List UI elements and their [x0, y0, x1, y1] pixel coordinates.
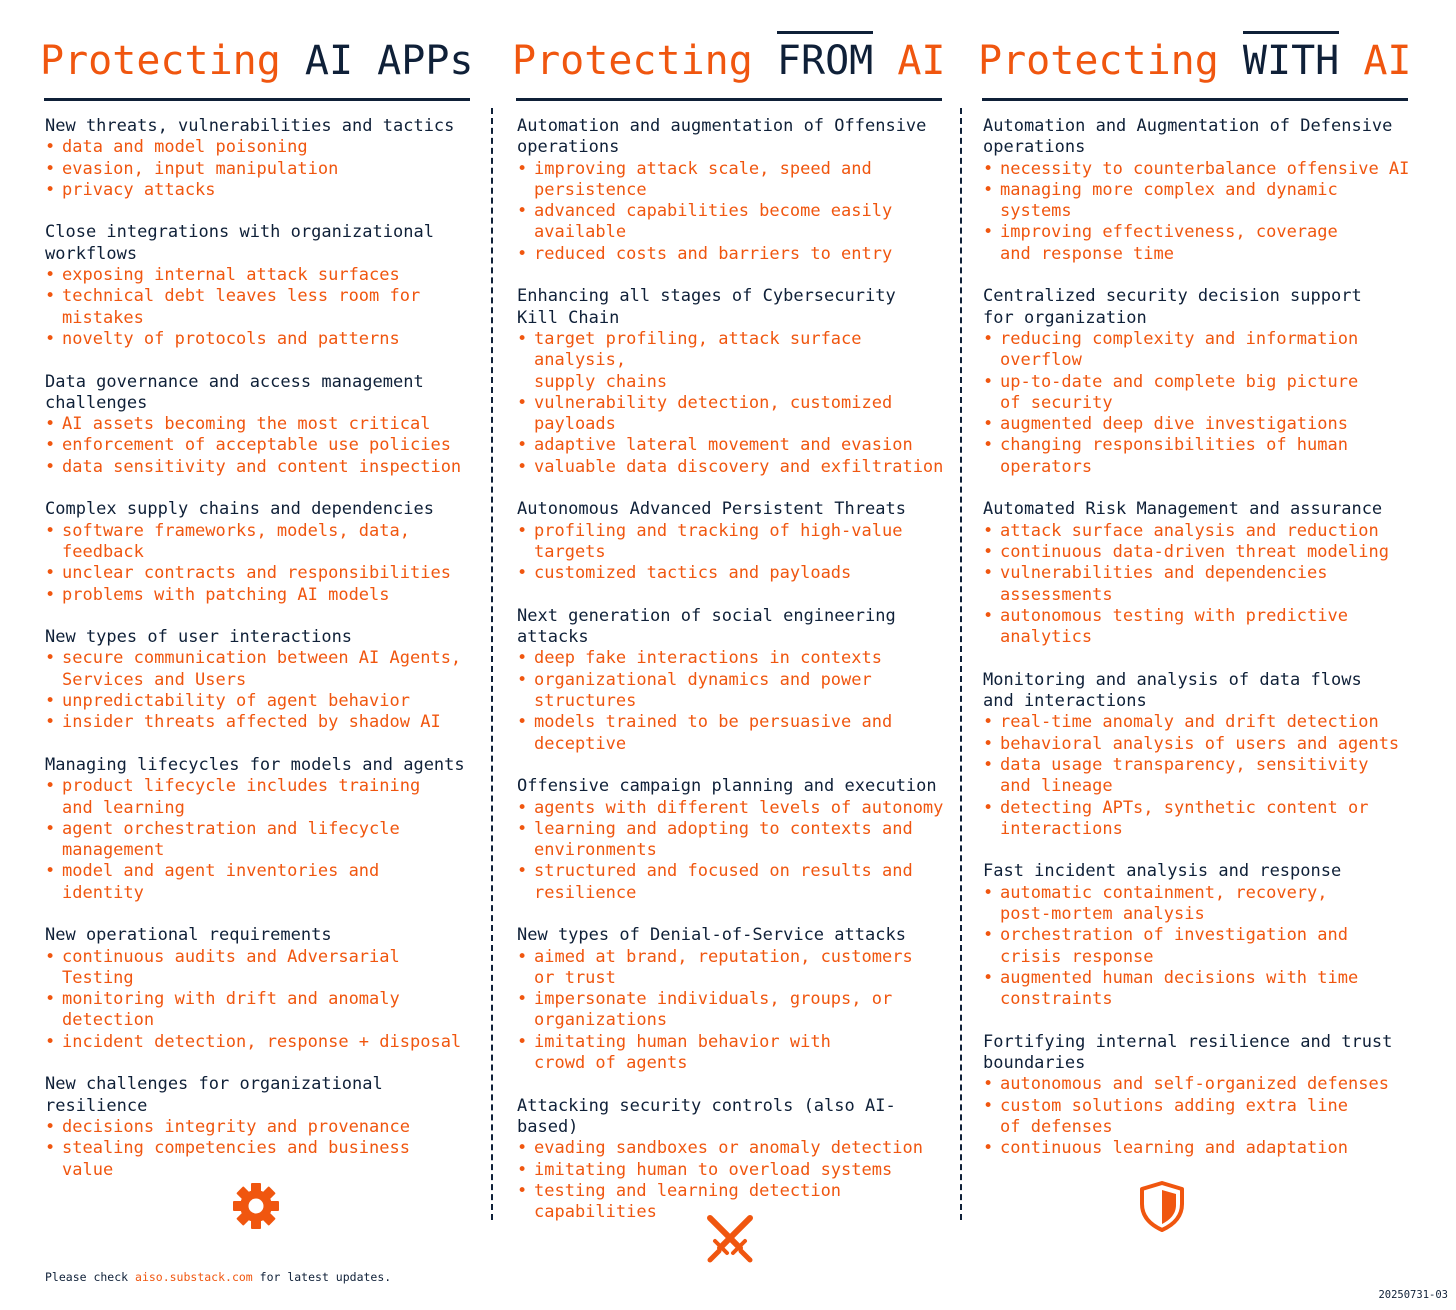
section-heading: Automated Risk Management and assurance: [983, 499, 1383, 520]
bullet-item: • secure communication between AI Agents, Services and Users: [45, 648, 470, 691]
section-heading: Autonomous Advanced Persistent Threats: [517, 499, 906, 520]
crossed-swords-icon: [702, 1214, 758, 1268]
bullet-item: • unclear contracts and responsibilities: [45, 563, 470, 584]
section-list: [517, 116, 944, 1245]
bullet-item: • AI assets becoming the most critical: [45, 414, 470, 435]
section: [45, 755, 470, 904]
footer-note: [45, 1270, 391, 1284]
column-title: [978, 36, 1412, 86]
bullet-item: • autonomous and self-organized defenses: [983, 1074, 1410, 1095]
column-title: [40, 36, 474, 86]
gear-icon: [232, 1182, 280, 1234]
bullet-item: • imitating human behavior with crowd of agents: [517, 1032, 944, 1075]
bullet-item: • technical debt leaves less room for mistakes: [45, 286, 470, 329]
bullet-item: • monitoring with drift and anomaly detection: [45, 989, 470, 1032]
bullet-item: • augmented human decisions with time constraints: [983, 968, 1410, 1011]
bullet-list: [517, 947, 944, 1075]
section: [983, 116, 1410, 265]
title-protecting: Protecting: [512, 38, 753, 84]
section-heading: Enhancing all stages of Cybersecurity Kill Chain: [517, 286, 896, 328]
section-heading: Centralized security decision support for organization: [983, 286, 1362, 328]
bullet-item: • custom solutions adding extra line of defenses: [983, 1096, 1410, 1139]
section: [983, 286, 1410, 478]
bullet-item: • continuous data-driven threat modeling: [983, 542, 1410, 563]
bullet-item: • exposing internal attack surfaces: [45, 265, 470, 286]
bullet-item: • detecting APTs, synthetic content or interactions: [983, 798, 1410, 841]
bullet-item: • profiling and tracking of high-value targets: [517, 521, 944, 564]
section: [517, 499, 944, 584]
bullet-item: • imitating human to overload systems: [517, 1160, 944, 1181]
bullet-item: • stealing competencies and business value: [45, 1138, 470, 1181]
section: [517, 286, 944, 478]
bullet-list: [45, 1117, 470, 1181]
bullet-item: • deep fake interactions in contexts: [517, 648, 944, 669]
bullet-item: • continuous audits and Adversarial Testing: [45, 947, 470, 990]
bullet-item: • vulnerability detection, customized payloads: [517, 393, 944, 436]
bullet-item: • software frameworks, models, data, feedback: [45, 521, 470, 564]
bullet-item: • augmented deep dive investigations: [983, 414, 1410, 435]
bullet-item: • managing more complex and dynamic systems: [983, 180, 1410, 223]
bullet-item: • organizational dynamics and power structures: [517, 670, 944, 713]
bullet-list: [517, 648, 944, 754]
bullet-item: • model and agent inventories and identity: [45, 861, 470, 904]
section: [45, 499, 470, 605]
bullet-item: • advanced capabilities become easily available: [517, 201, 944, 244]
section-list: [45, 116, 470, 1202]
title-rule: [516, 98, 942, 101]
section: [517, 1096, 944, 1224]
section: [45, 372, 470, 478]
bullet-list: [517, 798, 944, 904]
bullet-item: • automatic containment, recovery, post-mortem analysis: [983, 883, 1410, 926]
footer-prefix: Please check: [45, 1270, 136, 1284]
bullet-item: • learning and adopting to contexts and environments: [517, 819, 944, 862]
bullet-item: • structured and focused on results and resilience: [517, 861, 944, 904]
bullet-list: [517, 1138, 944, 1223]
bullet-item: • orchestration of investigation and crisis response: [983, 925, 1410, 968]
bullet-item: • product lifecycle includes training and learning: [45, 776, 470, 819]
bullet-item: • continuous learning and adaptation: [983, 1138, 1410, 1159]
bullet-item: • problems with patching AI models: [45, 585, 470, 606]
bullet-item: • vulnerabilities and dependencies assessments: [983, 563, 1410, 606]
title-from: FROM: [776, 38, 874, 84]
section-heading: Data governance and access management challenges: [45, 371, 424, 413]
bullet-item: • incident detection, response + disposal: [45, 1032, 470, 1053]
bullet-item: • valuable data discovery and exfiltration: [517, 457, 944, 478]
section-heading: Monitoring and analysis of data flows and interactions: [983, 669, 1362, 712]
bullet-item: • data sensitivity and content inspection: [45, 457, 470, 478]
bullet-item: • up-to-date and complete big picture of security: [983, 372, 1410, 415]
shield-icon: [1138, 1180, 1186, 1236]
section-heading: Offensive campaign planning and execution: [517, 776, 937, 797]
section-heading: Automation and Augmentation of Defensive operations: [983, 116, 1393, 158]
bullet-list: [517, 521, 944, 585]
section: [45, 116, 470, 201]
version-label: 20250731-03: [1378, 1289, 1448, 1301]
bullet-item: • changing responsibilities of human operators: [983, 435, 1410, 478]
bullet-item: • improving attack scale, speed and persistence: [517, 159, 944, 202]
bullet-item: • agents with different levels of autonomy: [517, 798, 944, 819]
section: [45, 925, 470, 1053]
bullet-item: • reducing complexity and information overflow: [983, 329, 1410, 372]
section-heading: Automation and augmentation of Offensive operations: [517, 116, 927, 158]
section: [983, 1032, 1410, 1160]
bullet-list: [45, 265, 470, 350]
bullet-list: [45, 776, 470, 904]
title-protecting: Protecting: [978, 38, 1219, 84]
bullet-item: • decisions integrity and provenance: [45, 1117, 470, 1138]
bullet-list: [983, 329, 1410, 478]
section-heading: Attacking security controls (also AI-based): [517, 1095, 896, 1137]
title-ai: AI: [897, 38, 946, 84]
bullet-item: • autonomous testing with predictive analytics: [983, 606, 1410, 649]
section-heading: Complex supply chains and dependencies: [45, 499, 434, 520]
section: [983, 670, 1410, 840]
bullet-list: [45, 414, 470, 478]
bullet-item: • evading sandboxes or anomaly detection: [517, 1138, 944, 1159]
bullet-item: • enforcement of acceptable use policies: [45, 435, 470, 456]
title-ai: AI: [1363, 38, 1412, 84]
bullet-item: • unpredictability of agent behavior: [45, 691, 470, 712]
title-rule: [44, 98, 470, 101]
section: [983, 499, 1410, 648]
bullet-item: • adaptive lateral movement and evasion: [517, 435, 944, 456]
section: [517, 925, 944, 1074]
section-heading: Fast incident analysis and response: [983, 861, 1342, 882]
bullet-list: [983, 1074, 1410, 1159]
section-heading: New operational requirements: [45, 925, 332, 946]
bullet-item: • privacy attacks: [45, 180, 470, 201]
footer-link[interactable]: aiso.substack.com: [135, 1270, 253, 1284]
bullet-item: • testing and learning detection capabilities: [517, 1181, 944, 1224]
bullet-item: • real-time anomaly and drift detection: [983, 712, 1410, 733]
bullet-item: • reduced costs and barriers to entry: [517, 244, 944, 265]
bullet-item: • necessity to counterbalance offensive AI: [983, 159, 1410, 180]
section-heading: Fortifying internal resilience and trust boundaries: [983, 1031, 1393, 1074]
section: [45, 222, 470, 350]
bullet-item: • aimed at brand, reputation, customers or trust: [517, 947, 944, 990]
bullet-item: • impersonate individuals, groups, or organizations: [517, 989, 944, 1032]
section: [517, 776, 944, 904]
footer-suffix: for latest updates.: [252, 1270, 392, 1284]
bullet-list: [983, 883, 1410, 1011]
section-heading: Next generation of social engineering attacks: [517, 605, 896, 648]
bullet-list: [45, 947, 470, 1053]
bullet-item: • target profiling, attack surface analysis, supply chains: [517, 329, 944, 393]
section: [983, 861, 1410, 1010]
section: [45, 1074, 470, 1180]
column-title: [512, 36, 946, 86]
bullet-list: [983, 712, 1410, 840]
section-heading: New threats, vulnerabilities and tactics: [45, 116, 455, 136]
bullet-list: [45, 521, 470, 606]
section: [45, 627, 470, 733]
section-list: [983, 116, 1410, 1181]
bullet-item: • data and model poisoning: [45, 137, 470, 158]
section-heading: Close integrations with organizational workflows: [45, 222, 434, 264]
bullet-item: • novelty of protocols and patterns: [45, 329, 470, 350]
title-protecting: Protecting: [40, 38, 281, 84]
column-divider: [960, 108, 962, 1220]
bullet-list: [517, 159, 944, 265]
column-divider: [491, 108, 493, 1220]
bullet-item: • improving effectiveness, coverage and response time: [983, 222, 1410, 265]
bullet-list: [517, 329, 944, 478]
bullet-item: • agent orchestration and lifecycle management: [45, 819, 470, 862]
bullet-item: • customized tactics and payloads: [517, 563, 944, 584]
title-ai-apps: AI APPs: [304, 38, 474, 84]
title-rule: [982, 98, 1408, 101]
bullet-list: [45, 137, 470, 201]
bullet-item: • evasion, input manipulation: [45, 159, 470, 180]
section-heading: Managing lifecycles for models and agents: [45, 754, 465, 775]
bullet-list: [983, 521, 1410, 649]
section: [517, 116, 944, 265]
bullet-item: • models trained to be persuasive and deceptive: [517, 712, 944, 755]
bullet-item: • data usage transparency, sensitivity and lineage: [983, 755, 1410, 798]
section-heading: New challenges for organizational resilience: [45, 1074, 383, 1116]
title-with: WITH: [1242, 38, 1340, 84]
bullet-item: • behavioral analysis of users and agents: [983, 734, 1410, 755]
bullet-list: [983, 159, 1410, 265]
section-heading: New types of user interactions: [45, 627, 353, 648]
section-heading: New types of Denial-of-Service attacks: [517, 925, 906, 946]
bullet-list: [45, 648, 470, 733]
bullet-item: • insider threats affected by shadow AI: [45, 712, 470, 733]
bullet-item: • attack surface analysis and reduction: [983, 521, 1410, 542]
section: [517, 606, 944, 755]
